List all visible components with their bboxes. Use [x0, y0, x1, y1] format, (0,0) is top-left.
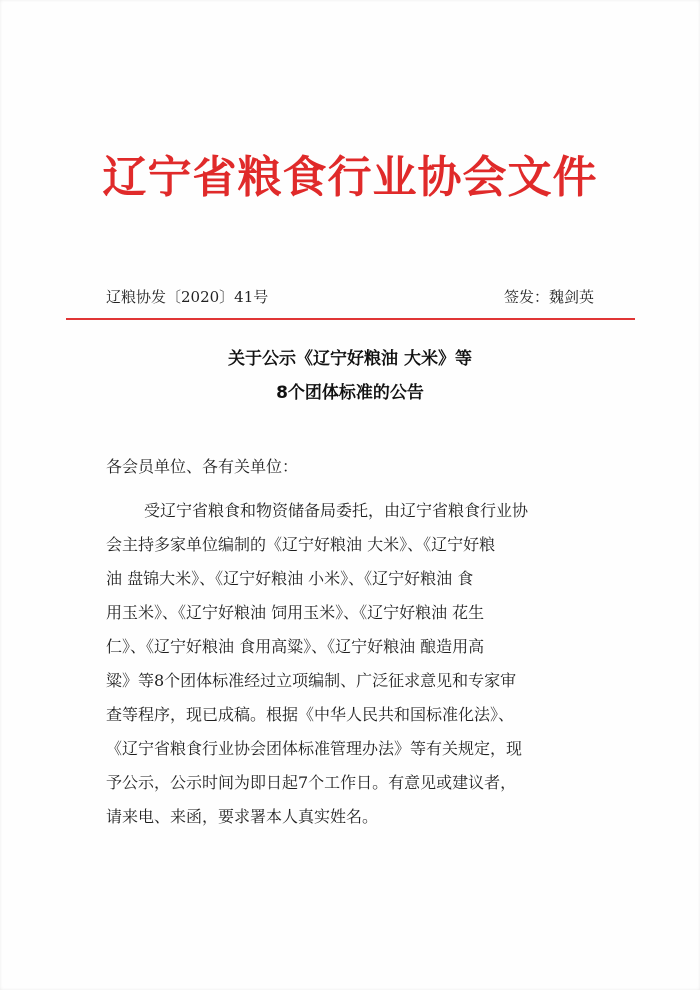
signer: 签发：魏剑英 [503, 288, 594, 306]
notice-body [106, 494, 606, 834]
body-line: 予公示，公示时间为即日起7个工作日。有意见或建议者， [106, 773, 517, 792]
body-line: 粱》等8个团体标准经过立项编制、广泛征求意见和专家审 [106, 671, 517, 690]
document-meta-row [106, 286, 594, 308]
body-line: 受辽宁省粮食和物资储备局委托，由辽宁省粮食行业协 [144, 501, 529, 520]
salutation: 各会员单位、各有关单位： [106, 457, 299, 476]
notice-title-line-2: 8个团体标准的公告 [276, 383, 424, 403]
body-line: 《辽宁省粮食行业协会团体标准管理办法》等有关规定，现 [106, 739, 523, 758]
body-line: 请来电、来函，要求署本人真实姓名。 [106, 807, 379, 826]
body-line: 仁》、《辽宁好粮油 食用高粱》、《辽宁好粮油 酿造用高 [106, 637, 485, 656]
document-number: 辽粮协发〔2020〕41号 [106, 288, 269, 306]
org-masthead: 辽宁省粮食行业协会文件 [102, 152, 598, 203]
notice-title [100, 342, 600, 410]
body-line: 用玉米》、《辽宁好粮油 饲用玉米》、《辽宁好粮油 花生 [106, 603, 485, 622]
notice-title-line-1: 关于公示《辽宁好粮油 大米》等 [228, 349, 472, 369]
body-line: 会主持多家单位编制的《辽宁好粮油 大米》、《辽宁好粮 [106, 535, 496, 554]
red-divider-line [66, 318, 635, 320]
body-line: 油 盘锦大米》、《辽宁好粮油 小米》、《辽宁好粮油 食 [106, 569, 474, 588]
body-line: 查等程序，现已成稿。根据《中华人民共和国标准化法》、 [106, 705, 515, 724]
